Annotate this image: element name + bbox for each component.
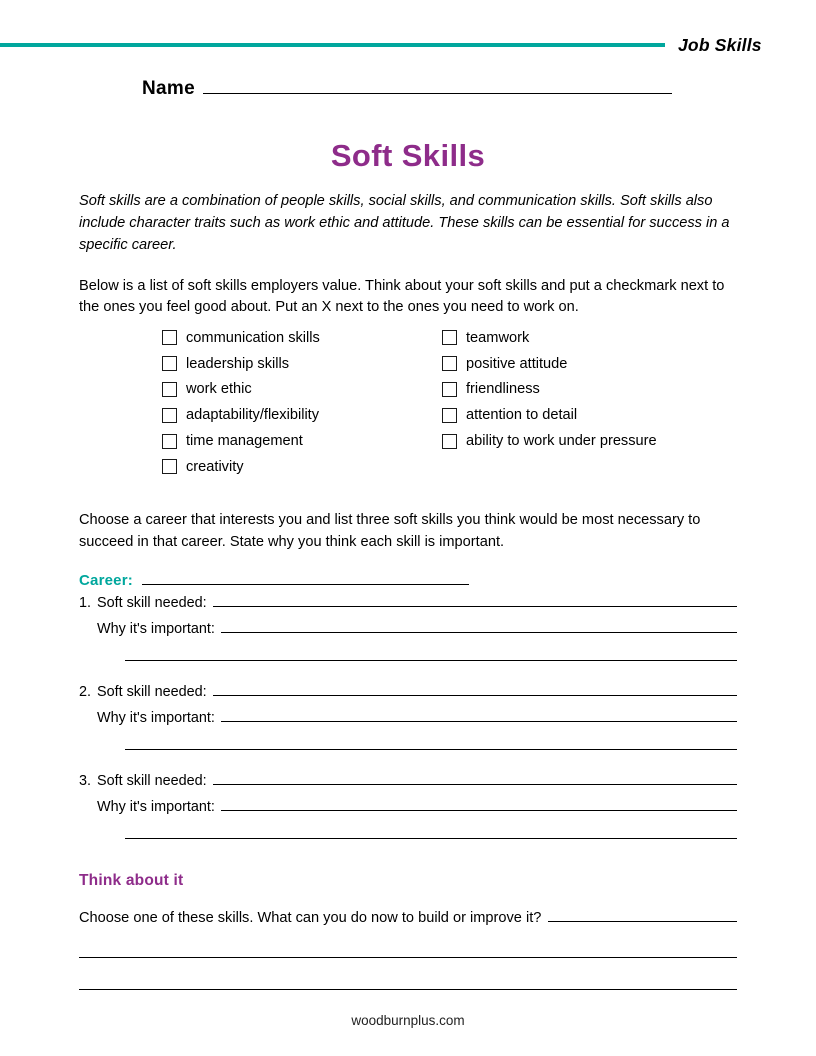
entry-number: 2.: [79, 684, 92, 700]
checklist-item[interactable]: [162, 325, 442, 351]
checklist-item[interactable]: [162, 428, 442, 454]
entry-number: 1.: [79, 595, 92, 611]
why-important-continuation-line[interactable]: [125, 826, 737, 839]
checklist-item-label: friendliness: [466, 381, 540, 398]
checkbox-icon[interactable]: [442, 330, 457, 345]
think-answer-input-line[interactable]: [548, 908, 737, 922]
why-important-label: Why it's important:: [97, 710, 215, 726]
why-important-continuation-line[interactable]: [125, 648, 737, 661]
page-title: Soft Skills: [330, 138, 486, 173]
why-important-input-line[interactable]: [221, 619, 737, 633]
think-about-it-row: [79, 908, 737, 926]
checklist-item[interactable]: [442, 325, 732, 351]
checklist-item[interactable]: [162, 377, 442, 403]
why-important-label: Why it's important:: [97, 621, 215, 637]
worksheet-category-title: Job Skills: [678, 34, 762, 55]
checklist-item[interactable]: [442, 377, 732, 403]
why-important-input-line[interactable]: [221, 797, 737, 811]
career-field-row: [79, 570, 469, 589]
name-field-row: [142, 78, 672, 100]
instructions-paragraph: Below is a list of soft skills employers value. Think about your soft skills and put a checkmark next to the ones you feel good about. Put an X next to the ones you need to work on.: [79, 277, 725, 316]
checklist-item-label: time management: [186, 433, 303, 450]
think-about-it-prompt: Choose one of these skills. What can you do now to build or improve it?: [79, 910, 542, 926]
checklist-item[interactable]: [442, 351, 732, 377]
skill-entry: [79, 682, 737, 750]
career-label: Career:: [79, 571, 133, 589]
checkbox-icon[interactable]: [162, 434, 177, 449]
why-important-input-line[interactable]: [221, 708, 737, 722]
checklist-item[interactable]: [442, 428, 732, 454]
checkbox-icon[interactable]: [162, 408, 177, 423]
why-important-row: [79, 708, 737, 726]
skill-needed-label: Soft skill needed:: [97, 684, 207, 700]
checkbox-icon[interactable]: [162, 356, 177, 371]
why-important-row: [79, 619, 737, 637]
checklist-item-label: attention to detail: [466, 407, 578, 424]
footer-site-name: woodburnplus.com: [351, 1013, 465, 1028]
why-important-row: [79, 797, 737, 815]
entry-number: 3.: [79, 773, 92, 789]
checklist-item-label: ability to work under pressure: [466, 433, 657, 450]
checklist-item[interactable]: [162, 454, 442, 480]
checklist-item-label: communication skills: [186, 329, 320, 346]
checklist-item-label: positive attitude: [466, 355, 568, 372]
checklist-item-label: adaptability/flexibility: [186, 407, 320, 424]
skill-entry: [79, 771, 737, 839]
intro-paragraph: Soft skills are a combination of people skills, social skills, and communication skills. Soft skills also include character traits such as work ethic and attitude. These skills can be essential for success in a specific career.: [79, 193, 730, 254]
skill-needed-row: [79, 682, 737, 700]
skill-needed-row: [79, 593, 737, 611]
soft-skills-checklist: [79, 325, 737, 480]
checklist-item-label: teamwork: [466, 329, 530, 346]
checklist-item-label: work ethic: [186, 381, 252, 398]
skill-needed-input-line[interactable]: [213, 771, 737, 785]
skill-entry: [79, 593, 737, 661]
worksheet-body: [79, 190, 737, 319]
skill-needed-label: Soft skill needed:: [97, 595, 207, 611]
why-important-label: Why it's important:: [97, 799, 215, 815]
checkbox-icon[interactable]: [162, 459, 177, 474]
skill-needed-label: Soft skill needed:: [97, 773, 207, 789]
checklist-item[interactable]: [162, 402, 442, 428]
checkbox-icon[interactable]: [442, 434, 457, 449]
checklist-item-label: creativity: [186, 458, 244, 475]
career-section: [79, 510, 737, 589]
checkbox-icon[interactable]: [442, 408, 457, 423]
checklist-item[interactable]: [162, 351, 442, 377]
skill-needed-input-line[interactable]: [213, 682, 737, 696]
name-label: Name: [142, 78, 195, 99]
header-rule: [0, 43, 665, 47]
career-prompt: Choose a career that interests you and list three soft skills you think would be most necessary to succeed in that career. State why you think each skill is important.: [79, 512, 701, 550]
career-input-line[interactable]: [142, 570, 469, 585]
checkbox-icon[interactable]: [442, 382, 457, 397]
checklist-item[interactable]: [442, 402, 732, 428]
think-answer-line-3[interactable]: [79, 977, 737, 990]
checkbox-icon[interactable]: [162, 330, 177, 345]
checklist-item-label: leadership skills: [186, 355, 290, 372]
skill-entries: [79, 593, 737, 860]
skill-needed-input-line[interactable]: [213, 593, 737, 607]
checkbox-icon[interactable]: [162, 382, 177, 397]
think-answer-line-2[interactable]: [79, 945, 737, 958]
name-input-line[interactable]: [203, 78, 672, 94]
checklist-right-column: [442, 325, 732, 480]
skill-needed-row: [79, 771, 737, 789]
page-header: [0, 30, 816, 60]
checkbox-icon[interactable]: [442, 356, 457, 371]
think-about-it-heading: Think about it: [79, 872, 184, 889]
checklist-left-column: [162, 325, 442, 480]
why-important-continuation-line[interactable]: [125, 737, 737, 750]
think-about-it-section: [79, 872, 737, 990]
